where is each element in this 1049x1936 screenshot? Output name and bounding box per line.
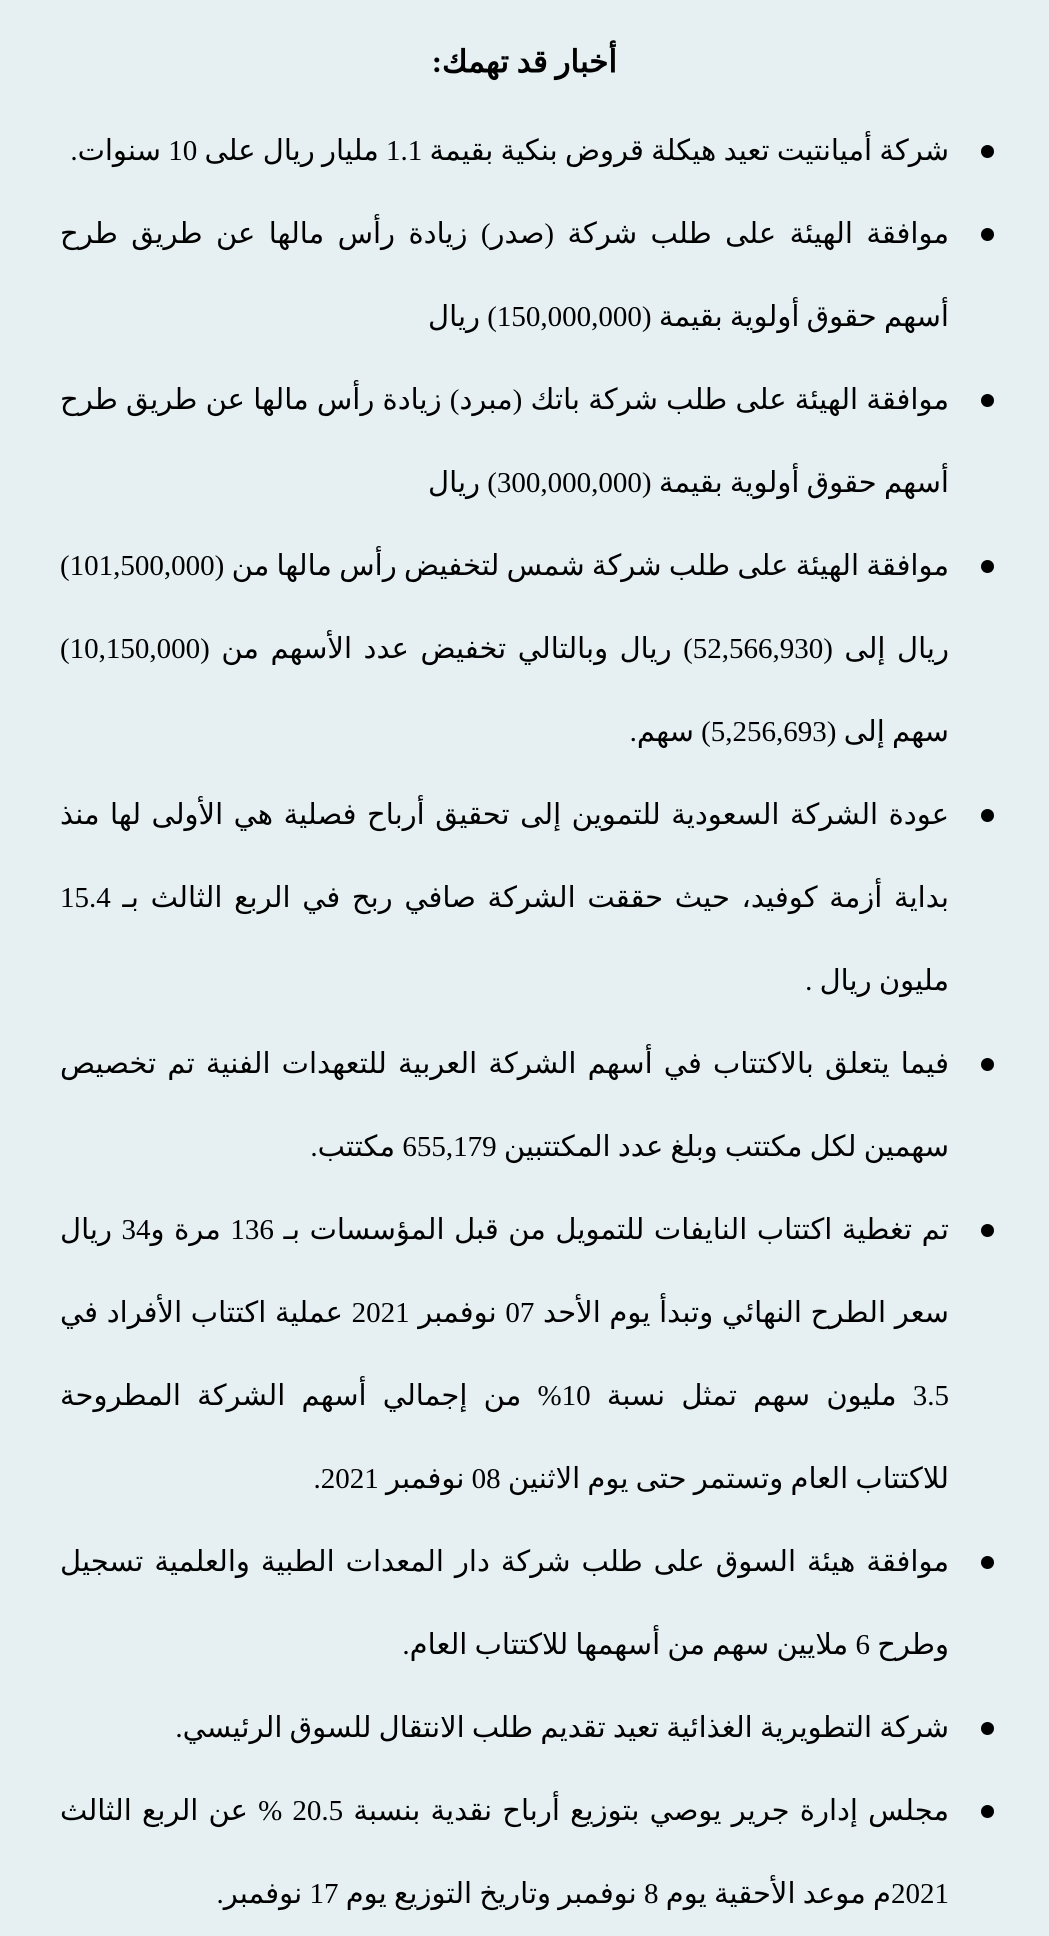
news-item	[0, 359, 1049, 525]
news-text: شركة أميانتيت تعيد هيكلة قروض بنكية بقيمة 1.1 مليار ريال على 10 سنوات.	[70, 135, 949, 167]
news-item	[0, 774, 1049, 1023]
news-item	[0, 1023, 1049, 1189]
bullet-icon	[981, 1722, 994, 1735]
bullet-icon	[981, 560, 994, 573]
news-text: موافقة هيئة السوق على طلب شركة دار المعدات الطبية والعلمية تسجيل وطرح 6 ملايين سهم من أسهمها للاكتتاب العام.	[60, 1546, 949, 1661]
news-item	[0, 1687, 1049, 1770]
bullet-icon	[981, 1556, 994, 1569]
bullet-icon	[981, 1058, 994, 1071]
news-item	[0, 1521, 1049, 1687]
bullet-icon	[981, 145, 994, 158]
news-text: موافقة الهيئة على طلب شركة شمس لتخفيض رأس مالها من (101,500,000) ريال إلى (52,566,930) ريال وبالتالي تخفيض عدد الأسهم من (10,150,000) سهم إلى (5,256,693) سهم.	[60, 550, 949, 748]
bullet-icon	[981, 1224, 994, 1237]
news-item	[0, 1770, 1049, 1936]
news-text: فيما يتعلق بالاكتتاب في أسهم الشركة العربية للتعهدات الفنية تم تخصيص سهمين لكل مكتتب وبلغ عدد المكتتبين 655,179 مكتتب.	[60, 1048, 949, 1163]
news-list	[0, 110, 1049, 1936]
news-text: شركة التطويرية الغذائية تعيد تقديم طلب الانتقال للسوق الرئيسي.	[175, 1712, 949, 1744]
news-item	[0, 193, 1049, 359]
bullet-icon	[981, 394, 994, 407]
bullet-icon	[981, 809, 994, 822]
news-text: مجلس إدارة جرير يوصي بتوزيع أرباح نقدية بنسبة 20.5 % عن الربع الثالث 2021م موعد الأحقية يوم 8 نوفمبر وتاريخ التوزيع يوم 17 نوفمبر.	[60, 1795, 949, 1910]
bullet-icon	[981, 228, 994, 241]
news-item	[0, 110, 1049, 193]
news-item	[0, 1189, 1049, 1521]
news-item	[0, 525, 1049, 774]
page-title: أخبار قد تهمك:	[431, 44, 618, 79]
news-text: تم تغطية اكتتاب النايفات للتمويل من قبل المؤسسات بـ 136 مرة و34 ريال سعر الطرح النهائي وتبدأ يوم الأحد 07 نوفمبر 2021 عملية اكتتاب الأفراد في 3.5 مليون سهم تمثل نسبة 10% من إجمالي أسهم الشركة المطروحة للاكتتاب العام وتستمر حتى يوم الاثنين 08 نوفمبر 2021.	[60, 1214, 949, 1495]
news-text: موافقة الهيئة على طلب شركة (صدر) زيادة رأس مالها عن طريق طرح أسهم حقوق أولوية بقيمة (150,000,000) ريال	[60, 218, 949, 333]
bullet-icon	[981, 1805, 994, 1818]
news-text: عودة الشركة السعودية للتموين إلى تحقيق أرباح فصلية هي الأولى لها منذ بداية أزمة كوفيد، حيث حققت الشركة صافي ربح في الربع الثالث بـ 15.4 مليون ريال .	[60, 799, 949, 997]
news-text: موافقة الهيئة على طلب شركة باتك (مبرد) زيادة رأس مالها عن طريق طرح أسهم حقوق أولوية بقيمة (300,000,000) ريال	[60, 384, 949, 499]
